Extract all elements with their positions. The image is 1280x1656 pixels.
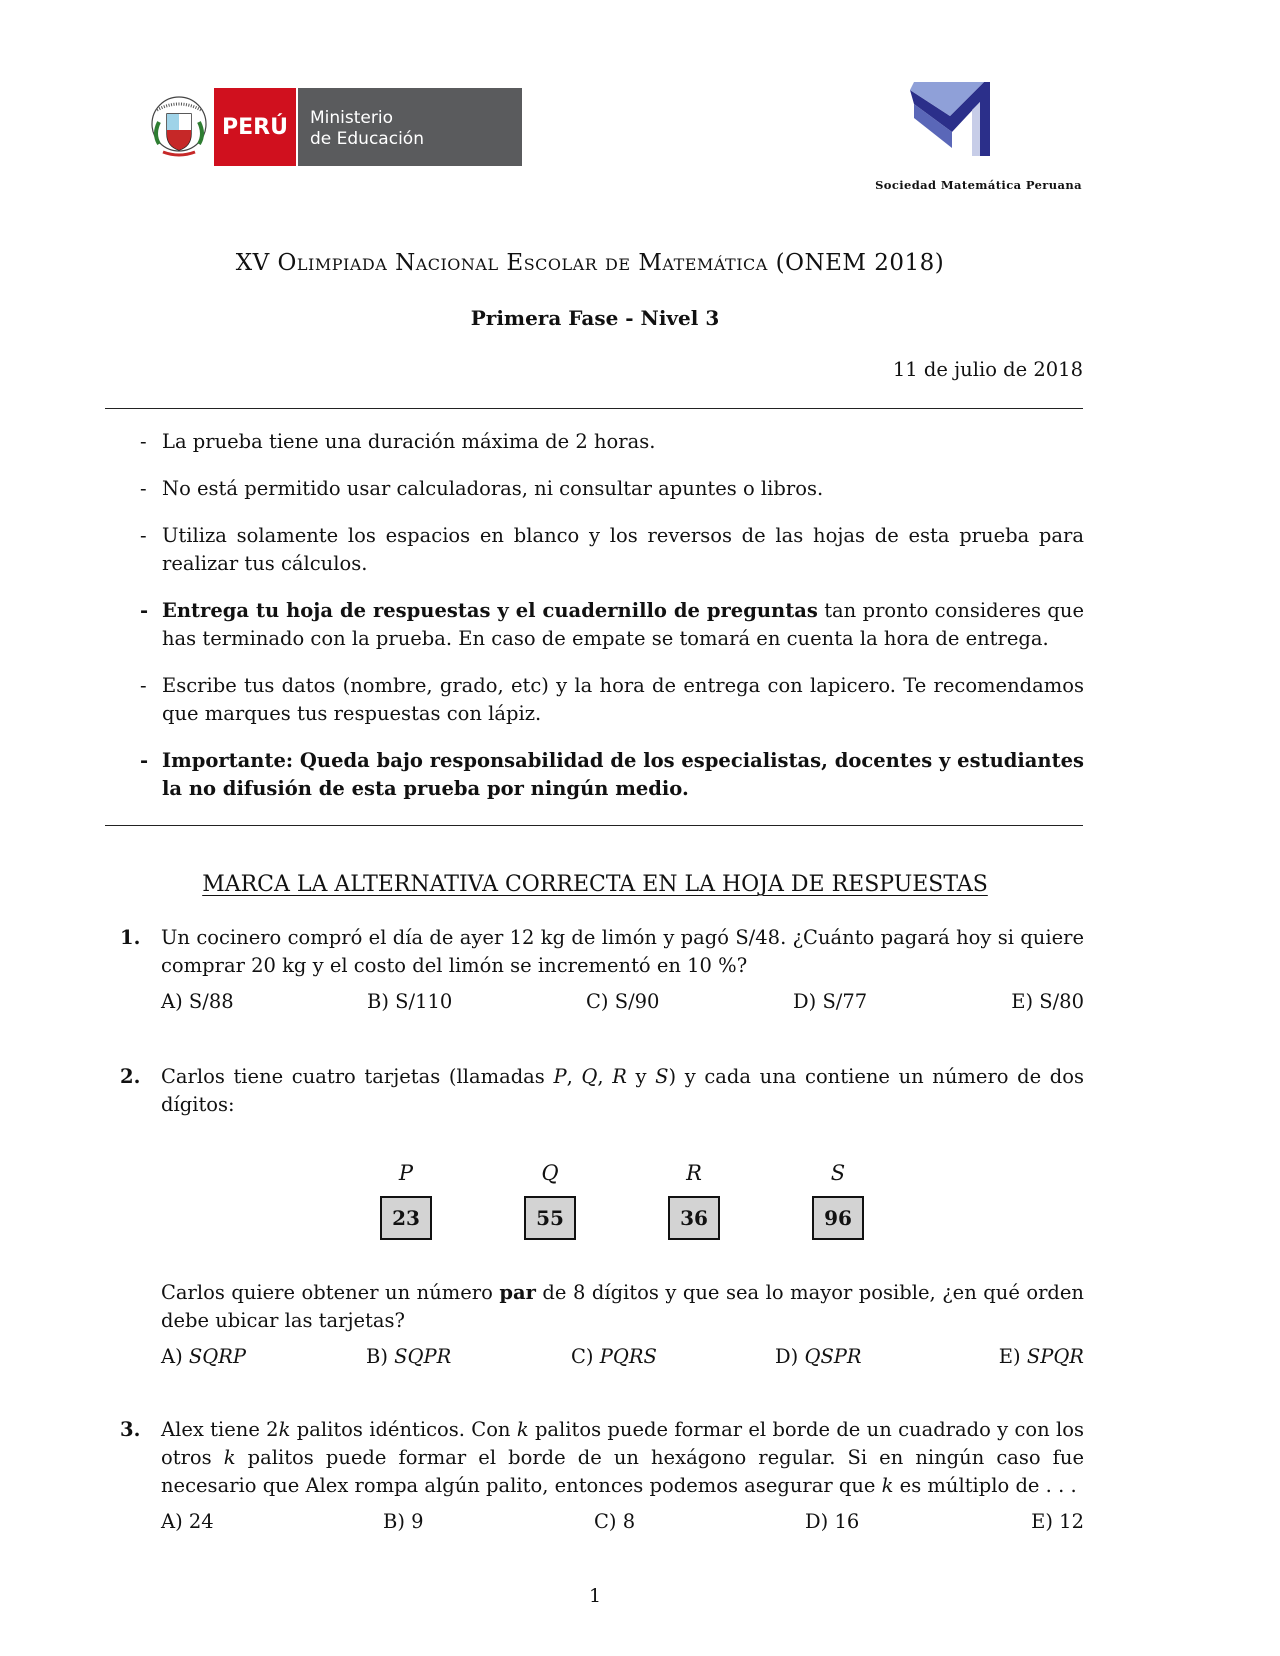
instruction-text: Escribe tus datos (nombre, grado, etc) y la hora de entrega con lapicero. Te recomendamos que marques tus respuestas con lápiz.: [162, 674, 1084, 725]
option-e: E) 12: [1031, 1510, 1084, 1533]
instruction-text: No está permitido usar calculadoras, ni consultar apuntes o libros.: [162, 477, 824, 500]
answer-options: [161, 1343, 1084, 1371]
card-s: [810, 1158, 866, 1240]
problem-number: 2.: [120, 1065, 141, 1088]
option-b: B) 9: [383, 1510, 424, 1533]
instruction-item: - Utiliza solamente los espacios en blanco y los reversos de las hojas de esta prueba para realizar tus cálculos.: [140, 524, 1084, 575]
bottom-divider: [105, 825, 1083, 826]
instruction-item: - No está permitido usar calculadoras, ni consultar apuntes o libros.: [140, 477, 824, 500]
instruction-text: tan pronto consideres que has terminado con la prueba. En caso de empate se tomará en cuenta la hora de entrega.: [162, 599, 1084, 650]
option-e: E) SPQR: [998, 1345, 1084, 1368]
option-c: C) PQRS: [571, 1345, 657, 1368]
option-b: B) SQPR: [366, 1345, 452, 1368]
option-d: D) S/77: [793, 990, 868, 1013]
coat-of-arms-icon: [146, 88, 212, 166]
problem-2-question: [120, 1279, 1084, 1368]
instruction-item: - La prueba tiene una duración máxima de 2 horas.: [140, 430, 656, 453]
card-value: 96: [812, 1196, 864, 1240]
ministry-line-2: de Educación: [310, 129, 424, 149]
card-value: 36: [668, 1196, 720, 1240]
problem-number: 1.: [120, 926, 141, 949]
problem-1: [120, 924, 1084, 1013]
option-a: A) 24: [161, 1510, 214, 1533]
problem-text: Alex tiene 2k palitos idénticos. Con k palitos puede formar el borde de un cuadrado y con los otros k palitos puede formar el borde de un hexágono regular. Si en ningún caso fue necesario que Alex rompa algún palito, entonces podemos asegurar que k es múltiplo de . . .: [161, 1418, 1085, 1497]
option-a: A) S/88: [161, 990, 234, 1013]
card-r: [666, 1158, 722, 1240]
smp-logo-icon: [900, 74, 996, 164]
instruction-text: Utiliza solamente los espacios en blanco y los reversos de las hojas de esta prueba para realizar tus cálculos.: [162, 524, 1084, 575]
option-e: E) S/80: [1011, 990, 1084, 1013]
problem-text: Carlos quiere obtener un número par de 8 dígitos y que sea lo mayor posible, ¿en qué orden debe ubicar las tarjetas?: [161, 1281, 1084, 1332]
page-number: 1: [588, 1585, 602, 1607]
peru-label: PERÚ: [214, 88, 296, 166]
card-label: Q: [541, 1161, 559, 1185]
card-q: [522, 1158, 578, 1240]
instruction-bold: Entrega tu hoja de respuestas y el cuadernillo de preguntas: [162, 599, 818, 622]
ministry-logo: [146, 88, 522, 166]
option-d: D) QSPR: [775, 1345, 862, 1368]
problem-text: Un cocinero compró el día de ayer 12 kg de limón y pagó S/48. ¿Cuánto pagará hoy si quiere comprar 20 kg y el costo del limón se incrementó en 10 %?: [161, 926, 1084, 977]
option-c: C) 8: [594, 1510, 636, 1533]
option-d: D) 16: [805, 1510, 860, 1533]
problem-2: [120, 1063, 1084, 1119]
answer-options: [161, 988, 1084, 1016]
section-heading-text: MARCA LA ALTERNATIVA CORRECTA EN LA HOJA DE RESPUESTAS: [202, 872, 988, 897]
instruction-item: - Entrega tu hoja de respuestas y el cuadernillo de preguntas tan pronto consideres que has terminado con la prueba. En caso de empate se tomará en cuenta la hora de entrega.: [140, 599, 1084, 650]
card-value: 23: [380, 1196, 432, 1240]
problem-number: 3.: [120, 1418, 141, 1441]
top-divider: [105, 408, 1083, 409]
exam-date: 11 de julio de 2018: [892, 358, 1083, 381]
instructions-list: [140, 428, 1084, 822]
instruction-item: - Importante: Queda bajo responsabilidad de los especialistas, docentes y estudiantes la no difusión de esta prueba por ningún medio.: [140, 749, 1084, 800]
option-c: C) S/90: [586, 990, 660, 1013]
instruction-text: La prueba tiene una duración máxima de 2 horas.: [162, 430, 656, 453]
card-p: [378, 1158, 434, 1240]
option-b: B) S/110: [367, 990, 453, 1013]
card-label: R: [686, 1161, 702, 1185]
ministry-label: [298, 88, 522, 166]
ministry-line-1: Ministerio: [310, 108, 393, 128]
instruction-item: - Escribe tus datos (nombre, grado, etc) y la hora de entrega con lapicero. Te recomendamos que marques tus respuestas con lápiz.: [140, 674, 1084, 725]
exam-phase: Primera Fase - Nivel 3: [470, 306, 720, 330]
option-a: A) SQRP: [161, 1345, 247, 1368]
answer-options: [161, 1508, 1084, 1536]
problem-text: Carlos tiene cuatro tarjetas (llamadas P, Q, R y S) y cada una contiene un número de dos dígitos:: [161, 1065, 1085, 1116]
card-value: 55: [524, 1196, 576, 1240]
exam-title: XV Olimpiada Nacional Escolar de Matemática (ONEM 2018): [235, 250, 945, 276]
problem-3: [120, 1416, 1085, 1533]
instruction-important: Importante: Queda bajo responsabilidad de los especialistas, docentes y estudiantes la no difusión de esta prueba por ningún medio.: [162, 749, 1084, 800]
card-label: S: [830, 1161, 846, 1185]
card-label: P: [398, 1161, 414, 1185]
society-name: Sociedad Matemática Peruana: [875, 178, 1082, 192]
section-heading: [0, 872, 1190, 897]
